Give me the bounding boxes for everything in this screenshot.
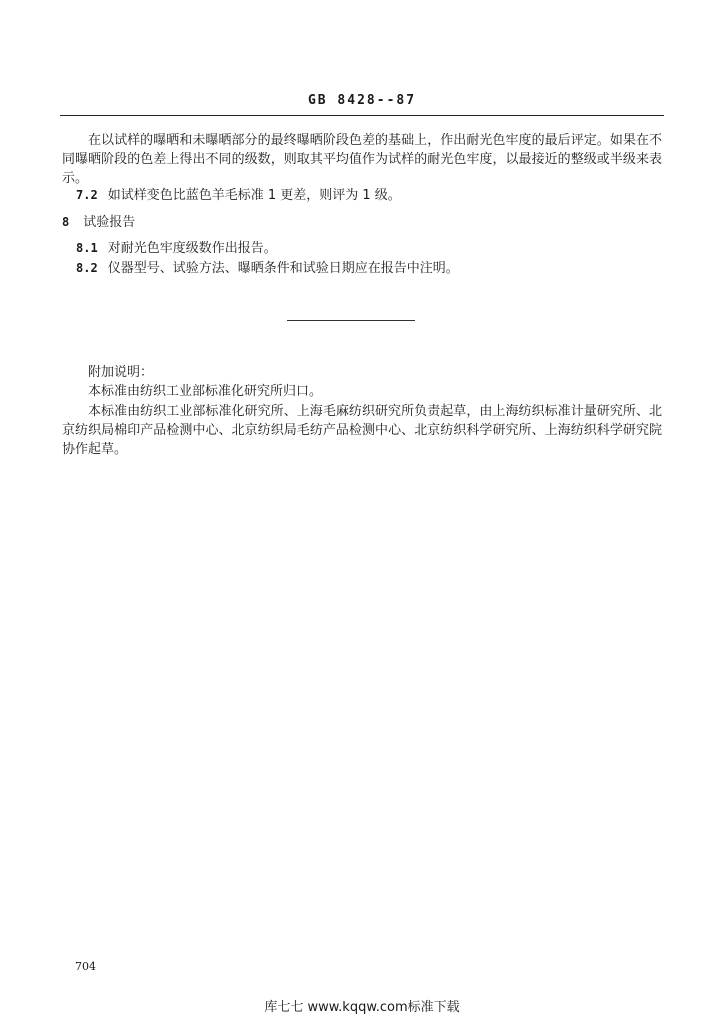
clause-text: 仪器型号、试验方法、曝晒条件和试验日期应在报告中注明。	[107, 261, 459, 276]
header-divider	[60, 115, 664, 116]
page-number: 704	[75, 960, 96, 973]
standard-code-header: GB 8428--87	[307, 93, 417, 108]
section-number: 8	[62, 215, 70, 229]
notes-line: 本标准由纺织工业部标准化研究所归口。	[88, 384, 323, 399]
clause-text: 如试样变色比蓝色羊毛标准 1 更差，则评为 1 级。	[107, 188, 401, 203]
clause-number: 8.2	[76, 261, 98, 275]
download-footer: 库七七 www.kqqw.com标准下载	[264, 1000, 460, 1015]
clause-number: 7.2	[76, 188, 98, 202]
clause-7-2	[76, 186, 401, 205]
clause-number: 8.1	[76, 241, 98, 255]
end-of-text-rule	[287, 320, 415, 321]
clause-8-1	[76, 239, 277, 258]
clause-text: 对耐光色牢度级数作出报告。	[107, 241, 277, 256]
section-8-heading	[62, 213, 135, 232]
clause-8-2	[76, 259, 459, 278]
notes-heading: 附加说明：	[88, 365, 154, 380]
section-title: 试验报告	[83, 215, 136, 230]
notes-line: 本标准由纺织工业部标准化研究所、上海毛麻纺织研究所负责起草，由上海纺织标准计量研究所、北京纺织局棉印产品检测中心、北京纺织局毛纺产品检测中心、北京纺织科学研究所、上海纺织科学研究院协作起草。	[62, 404, 662, 457]
section-7-paragraph: 在以试样的曝晒和未曝晒部分的最终曝晒阶段色差的基础上，作出耐光色牢度的最后评定。如果在不同曝晒阶段的色差上得出不同的级数，则取其平均值作为试样的耐光色牢度，以最接近的整级或半级来表示。	[62, 133, 662, 186]
